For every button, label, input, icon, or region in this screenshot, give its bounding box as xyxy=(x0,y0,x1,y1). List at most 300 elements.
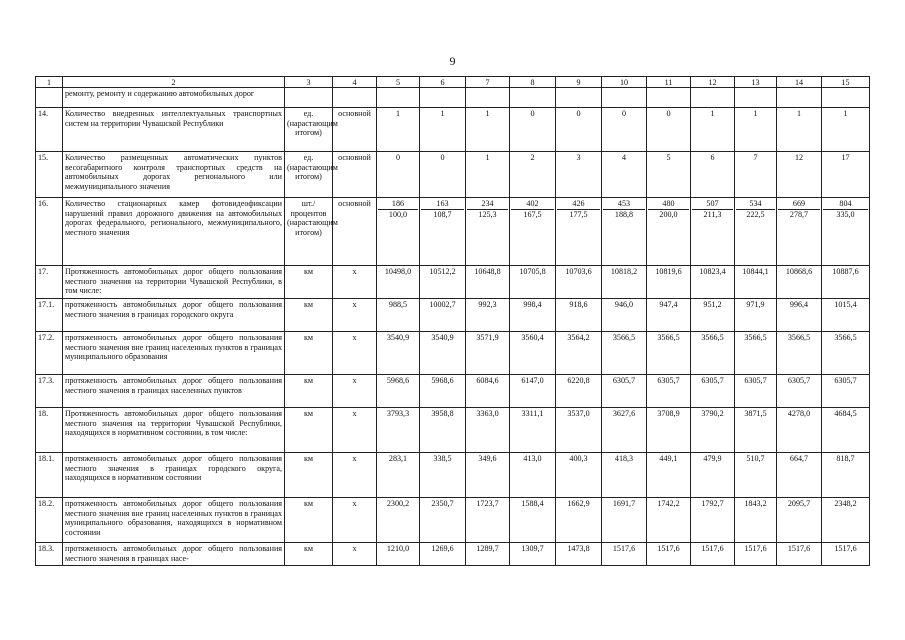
value: 349,6 xyxy=(478,454,497,464)
value: 108,7 xyxy=(433,209,452,219)
indicator-name: Протяженность автомобильных дорог общего пользования местного значения на территории Чувашской Республики, в том числе: xyxy=(63,266,285,299)
value: 507 xyxy=(692,199,733,209)
value: 3790,2 xyxy=(701,409,724,419)
unit-cell: ед. (нарастающим итогом) xyxy=(285,152,333,198)
column-header: 5 xyxy=(377,77,420,88)
value-cell xyxy=(466,152,510,198)
column-header: 6 xyxy=(420,77,466,88)
value-cell xyxy=(377,375,420,408)
value-cell xyxy=(466,375,510,408)
value: 3 xyxy=(576,153,581,163)
value: 5968,6 xyxy=(386,376,410,386)
value: 10002,7 xyxy=(429,300,456,310)
value-cell xyxy=(777,198,822,266)
value-cell xyxy=(377,299,420,332)
value-cell xyxy=(420,375,466,408)
value: 1289,7 xyxy=(476,544,499,554)
value: 1517,6 xyxy=(787,544,811,554)
value: 951,2 xyxy=(703,300,722,310)
row-number xyxy=(36,88,63,108)
column-header: 12 xyxy=(691,77,735,88)
value-cell xyxy=(735,88,777,108)
value-cell xyxy=(602,543,647,566)
column-header: 1 xyxy=(36,77,63,88)
value: 10818,2 xyxy=(610,267,638,277)
value-cell xyxy=(735,198,777,266)
value-cell xyxy=(377,498,420,543)
value-cell xyxy=(691,198,735,266)
row-number: 18.3. xyxy=(36,543,63,566)
value: 988,5 xyxy=(388,300,408,310)
row-number: 16. xyxy=(36,198,63,266)
table-row xyxy=(36,543,870,566)
value: 10868,6 xyxy=(785,267,813,277)
value: 400,3 xyxy=(569,454,588,464)
value-cell xyxy=(556,152,602,198)
value: 946,0 xyxy=(614,300,634,310)
value-cell xyxy=(777,88,822,108)
value-cell xyxy=(602,498,647,543)
column-header: 8 xyxy=(510,77,556,88)
value: 335,0 xyxy=(836,209,855,219)
value-cell xyxy=(510,108,556,152)
value: 818,7 xyxy=(836,454,855,464)
value: 1 xyxy=(440,109,445,119)
indicators-table xyxy=(35,76,870,566)
indicator-name: протяженность автомобильных дорог общего пользования местного значения вне границ населенных пунктов в границах муниципального образования, находящихся в нормативном состоянии xyxy=(63,498,285,543)
unit-cell xyxy=(285,88,333,108)
value-cell xyxy=(735,266,777,299)
page-number: 9 xyxy=(449,54,456,68)
value-cell xyxy=(420,198,466,266)
value: 1588,4 xyxy=(521,499,544,509)
value-cell xyxy=(602,152,647,198)
value: 996,4 xyxy=(789,300,809,310)
indicator-type: основной xyxy=(333,198,377,266)
indicator-name: протяженность автомобильных дорог общего пользования местного значения в границах насе- xyxy=(63,543,285,566)
value-cell xyxy=(647,375,691,408)
value-cell xyxy=(377,108,420,152)
value-cell xyxy=(647,108,691,152)
value: 163 xyxy=(421,199,464,209)
value-cell xyxy=(777,543,822,566)
value-cell xyxy=(556,408,602,453)
value-cell xyxy=(822,152,870,198)
value-cell xyxy=(691,332,735,375)
value-cell xyxy=(377,88,420,108)
column-header: 10 xyxy=(602,77,647,88)
value: 10823,4 xyxy=(699,267,726,277)
value: 3560,4 xyxy=(521,333,544,343)
value-cell xyxy=(691,152,735,198)
value: 1 xyxy=(485,153,490,163)
value-cell xyxy=(420,543,466,566)
value: 188,8 xyxy=(614,209,634,219)
unit-cell: км xyxy=(285,408,333,453)
row-number: 17.2. xyxy=(36,332,63,375)
value: 1269,6 xyxy=(431,544,454,554)
value: 3871,5 xyxy=(744,409,767,419)
indicator-type: x xyxy=(333,453,377,498)
value: 453 xyxy=(603,199,645,209)
value-cell xyxy=(777,299,822,332)
value-cell xyxy=(420,299,466,332)
value-cell xyxy=(466,408,510,453)
value-cell xyxy=(647,299,691,332)
table-row xyxy=(36,266,870,299)
value-cell xyxy=(822,498,870,543)
value: 200,0 xyxy=(659,209,678,219)
value: 4 xyxy=(621,153,627,163)
row-number: 17. xyxy=(36,266,63,299)
value: 6305,7 xyxy=(834,376,857,386)
value: 1742,2 xyxy=(657,499,680,509)
value: 947,4 xyxy=(659,300,678,310)
value-cell xyxy=(420,152,466,198)
value: 480 xyxy=(648,199,689,209)
value-cell xyxy=(777,453,822,498)
value: 1 xyxy=(843,109,848,119)
row-number: 14. xyxy=(36,108,63,152)
value-cell xyxy=(510,266,556,299)
value: 1691,7 xyxy=(612,499,636,509)
table-row xyxy=(36,108,870,152)
value-cell xyxy=(556,299,602,332)
value: 10498,0 xyxy=(384,267,412,277)
value-cell xyxy=(735,375,777,408)
value-cell xyxy=(735,299,777,332)
value-cell xyxy=(420,88,466,108)
value-cell xyxy=(691,299,735,332)
indicator-type: x xyxy=(333,266,377,299)
value-cell xyxy=(822,299,870,332)
value: 5968,6 xyxy=(431,376,454,386)
value-cell xyxy=(377,198,420,266)
value: 1517,6 xyxy=(834,544,857,554)
value-cell xyxy=(466,108,510,152)
value-cell xyxy=(822,266,870,299)
value: 125,3 xyxy=(478,209,497,219)
value: 1723,7 xyxy=(476,499,499,509)
value: 1 xyxy=(796,109,802,119)
table-row xyxy=(36,332,870,375)
indicator-type: x xyxy=(333,375,377,408)
column-header: 11 xyxy=(647,77,691,88)
value: 6305,7 xyxy=(612,376,636,386)
value-cell xyxy=(822,453,870,498)
value: 1 xyxy=(395,109,401,119)
value: 4278,0 xyxy=(787,409,811,419)
value-cell xyxy=(647,498,691,543)
value: 998,4 xyxy=(523,300,542,310)
indicator-type: основной xyxy=(333,108,377,152)
value: 6305,7 xyxy=(787,376,811,386)
value: 234 xyxy=(467,199,508,209)
value: 1309,7 xyxy=(521,544,544,554)
value: 0 xyxy=(666,109,671,119)
value: 3566,5 xyxy=(612,333,636,343)
indicator-type: x xyxy=(333,498,377,543)
row-number: 17.3. xyxy=(36,375,63,408)
value-cell xyxy=(556,453,602,498)
value: 1015,4 xyxy=(834,300,857,310)
header-row xyxy=(36,77,870,88)
value: 6305,7 xyxy=(657,376,680,386)
value-cell xyxy=(466,498,510,543)
table-row xyxy=(36,408,870,453)
column-header: 13 xyxy=(735,77,777,88)
table-row xyxy=(36,88,870,108)
value: 3708,9 xyxy=(657,409,680,419)
value-cell xyxy=(822,88,870,108)
unit-cell: км xyxy=(285,332,333,375)
indicator-name: протяженность автомобильных дорог общего пользования местного значения вне границ населенных пунктов в границах муниципального образования xyxy=(63,332,285,375)
value: 664,7 xyxy=(789,454,809,464)
value: 1843,2 xyxy=(744,499,767,509)
value-cell xyxy=(420,453,466,498)
value: 1517,6 xyxy=(744,544,767,554)
value: 669 xyxy=(778,199,820,209)
value-cell xyxy=(466,453,510,498)
row-number: 18. xyxy=(36,408,63,453)
value-cell xyxy=(556,332,602,375)
value-cell xyxy=(466,543,510,566)
value: 17 xyxy=(841,153,850,163)
indicator-type: x xyxy=(333,299,377,332)
value: 7 xyxy=(753,153,758,163)
value-cell xyxy=(556,543,602,566)
value-cell xyxy=(777,152,822,198)
value: 10705,8 xyxy=(519,267,546,277)
indicator-name: ремонту, ремонту и содержанию автомобильных дорог xyxy=(63,88,285,108)
table-row xyxy=(36,498,870,543)
indicator-type: x xyxy=(333,332,377,375)
unit-cell: км xyxy=(285,498,333,543)
value: 479,9 xyxy=(703,454,722,464)
value-cell xyxy=(466,332,510,375)
value-cell xyxy=(691,88,735,108)
value-cell xyxy=(822,543,870,566)
value: 449,1 xyxy=(659,454,678,464)
value-cell xyxy=(377,152,420,198)
value: 0 xyxy=(395,153,401,163)
value-cell xyxy=(420,408,466,453)
value-cell xyxy=(647,543,691,566)
row-number: 17.1. xyxy=(36,299,63,332)
value-cell xyxy=(735,152,777,198)
value-cell xyxy=(602,198,647,266)
value-cell xyxy=(556,266,602,299)
value: 3566,5 xyxy=(834,333,857,343)
column-header: 14 xyxy=(777,77,822,88)
value-cell xyxy=(420,108,466,152)
column-header: 9 xyxy=(556,77,602,88)
value-cell xyxy=(735,408,777,453)
value-cell xyxy=(556,108,602,152)
value: 100,0 xyxy=(388,209,408,219)
value: 3540,9 xyxy=(431,333,454,343)
value-cell xyxy=(602,299,647,332)
value: 510,7 xyxy=(746,454,765,464)
value-cell xyxy=(602,108,647,152)
value: 2300,2 xyxy=(386,499,410,509)
value-cell xyxy=(510,375,556,408)
value-cell xyxy=(466,299,510,332)
value-cell xyxy=(510,152,556,198)
value-cell xyxy=(735,498,777,543)
value-cell xyxy=(647,453,691,498)
value-cell xyxy=(691,543,735,566)
value-cell xyxy=(510,453,556,498)
unit-cell: км xyxy=(285,375,333,408)
unit-cell: ед. (нарастающим итогом) xyxy=(285,108,333,152)
indicator-type: основной xyxy=(333,152,377,198)
value-cell xyxy=(510,198,556,266)
value: 2095,7 xyxy=(787,499,811,509)
value: 211,3 xyxy=(703,209,722,219)
row-number: 18.2. xyxy=(36,498,63,543)
value: 3540,9 xyxy=(386,333,410,343)
indicator-type: x xyxy=(333,543,377,566)
value: 918,6 xyxy=(569,300,588,310)
value: 1 xyxy=(485,109,490,119)
value: 413,0 xyxy=(523,454,542,464)
value: 10512,2 xyxy=(429,267,456,277)
value: 992,3 xyxy=(478,300,497,310)
value: 3566,5 xyxy=(744,333,767,343)
value-cell xyxy=(602,266,647,299)
value-cell xyxy=(510,498,556,543)
value: 177,5 xyxy=(569,209,588,219)
indicator-name: Протяженность автомобильных дорог общего пользования местного значения на территории Чувашской Республики, находящихся в нормативном состоянии, в том числе: xyxy=(63,408,285,453)
value-cell xyxy=(822,375,870,408)
value-cell xyxy=(420,266,466,299)
table-row xyxy=(36,375,870,408)
value-cell xyxy=(510,88,556,108)
value-cell xyxy=(602,375,647,408)
value-cell xyxy=(556,375,602,408)
indicator-name: протяженность автомобильных дорог общего пользования местного значения в границах городского округа, находящихся в нормативном состоянии xyxy=(63,453,285,498)
unit-cell: км xyxy=(285,266,333,299)
value-cell xyxy=(647,332,691,375)
value: 10887,6 xyxy=(832,267,859,277)
value: 3566,5 xyxy=(657,333,680,343)
table-row xyxy=(36,152,870,198)
indicator-name: Количество размещенных автоматических пунктов весогабаритного контроля транспортных средств на автомобильных дорогах регионального или межмуниципального значения xyxy=(63,152,285,198)
value: 2350,7 xyxy=(431,499,454,509)
value-cell xyxy=(691,408,735,453)
value: 278,7 xyxy=(789,209,809,219)
value: 3537,0 xyxy=(567,409,590,419)
value: 402 xyxy=(511,199,554,209)
value-cell xyxy=(602,408,647,453)
value: 6084,6 xyxy=(476,376,499,386)
value: 3958,8 xyxy=(431,409,454,419)
value: 338,5 xyxy=(433,454,452,464)
value: 10703,6 xyxy=(565,267,592,277)
value: 186 xyxy=(378,199,418,209)
value-cell xyxy=(822,332,870,375)
table-row xyxy=(36,453,870,498)
value-cell xyxy=(377,543,420,566)
value-cell xyxy=(647,198,691,266)
value: 6305,7 xyxy=(744,376,767,386)
value-cell xyxy=(602,453,647,498)
column-header: 15 xyxy=(822,77,870,88)
value: 167,5 xyxy=(523,209,542,219)
value: 1210,0 xyxy=(386,544,410,554)
value-cell xyxy=(777,375,822,408)
value-cell xyxy=(822,408,870,453)
value-cell xyxy=(691,453,735,498)
table-body xyxy=(36,77,870,566)
column-header: 4 xyxy=(333,77,377,88)
value: 1473,8 xyxy=(567,544,590,554)
value-cell xyxy=(556,498,602,543)
value-cell xyxy=(777,408,822,453)
indicator-type xyxy=(333,88,377,108)
value: 0 xyxy=(576,109,581,119)
value: 3627,6 xyxy=(612,409,636,419)
value: 3793,3 xyxy=(386,409,410,419)
row-number: 18.1. xyxy=(36,453,63,498)
value-cell xyxy=(777,266,822,299)
value-cell xyxy=(777,498,822,543)
value-cell xyxy=(510,543,556,566)
value: 1 xyxy=(753,109,758,119)
value-cell xyxy=(735,543,777,566)
value-cell xyxy=(647,266,691,299)
row-number: 15. xyxy=(36,152,63,198)
value-cell xyxy=(735,453,777,498)
value: 10648,8 xyxy=(474,267,501,277)
indicator-name: Количество стационарных камер фотовидеофиксации нарушений правил дорожного движения на автомобильных дорогах федерального, регионального, межмуниципального, местного значения xyxy=(63,198,285,266)
value-cell xyxy=(466,266,510,299)
value: 12 xyxy=(794,153,804,163)
value: 6 xyxy=(710,153,715,163)
value-cell xyxy=(691,108,735,152)
value-cell xyxy=(420,332,466,375)
unit-cell: км xyxy=(285,453,333,498)
value: 534 xyxy=(736,199,775,209)
value: 4684,5 xyxy=(834,409,857,419)
value-cell xyxy=(377,332,420,375)
value: 426 xyxy=(557,199,600,209)
column-header: 7 xyxy=(466,77,510,88)
indicator-name: протяженность автомобильных дорог общего пользования местного значения в границах городского округа xyxy=(63,299,285,332)
column-header: 2 xyxy=(63,77,285,88)
value: 10844,1 xyxy=(742,267,769,277)
value: 6147,0 xyxy=(521,376,544,386)
unit-cell: шт./ процентов (нарастающим итогом) xyxy=(285,198,333,266)
value-cell xyxy=(691,498,735,543)
value: 418,3 xyxy=(614,454,634,464)
value-cell xyxy=(466,88,510,108)
indicator-name: Количество внедренных интеллектуальных транспортных систем на территории Чувашской Республики xyxy=(63,108,285,152)
value-cell xyxy=(466,198,510,266)
value: 1792,7 xyxy=(701,499,724,509)
value-cell xyxy=(647,152,691,198)
value: 0 xyxy=(440,153,445,163)
value: 3566,5 xyxy=(787,333,811,343)
value-cell xyxy=(377,266,420,299)
value: 222,5 xyxy=(746,209,765,219)
indicator-name: протяженность автомобильных дорог общего пользования местного значения в границах населенных пунктов xyxy=(63,375,285,408)
value: 1517,6 xyxy=(701,544,724,554)
value: 6220,8 xyxy=(567,376,590,386)
value-cell xyxy=(735,332,777,375)
value: 2 xyxy=(530,153,535,163)
